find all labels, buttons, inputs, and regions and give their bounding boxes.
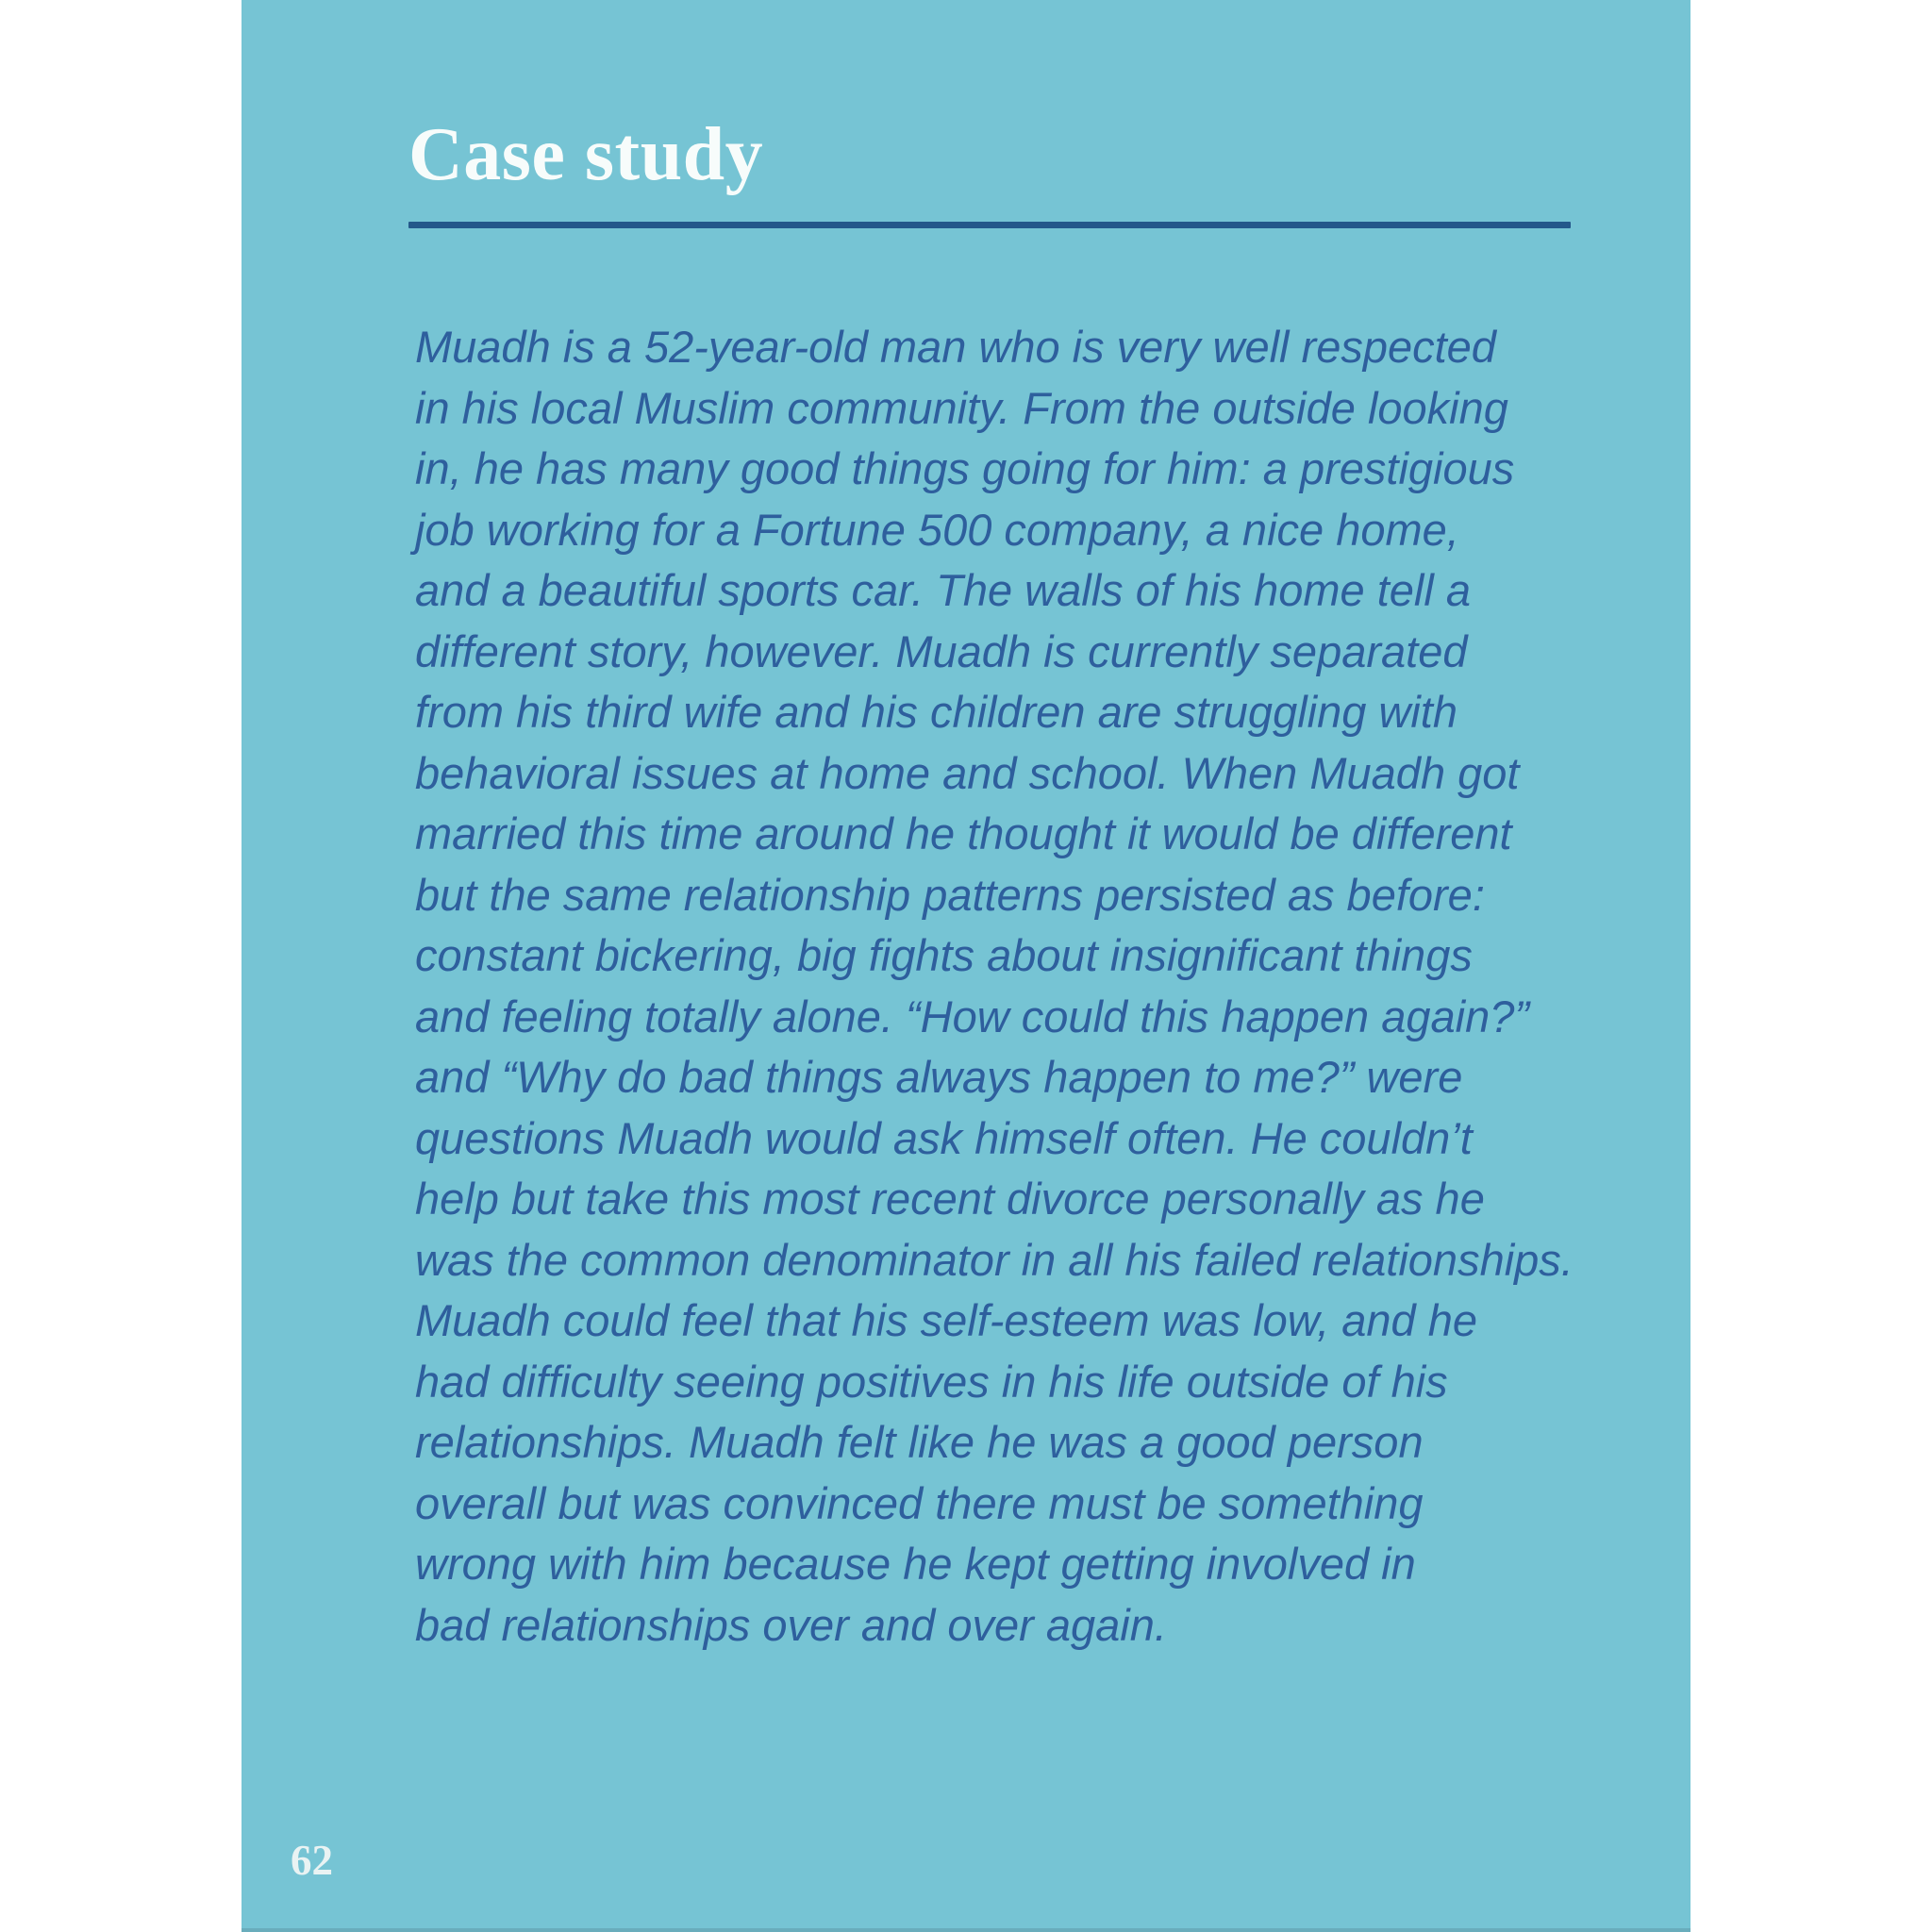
- body-text-line: job working for a Fortune 500 company, a nice home,: [415, 504, 1459, 555]
- body-text-line: wrong with him because he kept getting involved in: [415, 1539, 1416, 1589]
- body-text-line: in his local Muslim community. From the outside looking: [415, 382, 1508, 433]
- body-text-line: was the common denominator in all his failed relationships.: [415, 1234, 1574, 1285]
- body-text-line: but the same relationship patterns persisted as before:: [415, 869, 1485, 920]
- title-underline-rule: [408, 222, 1571, 228]
- body-text-line: from his third wife and his children are struggling with: [415, 687, 1458, 737]
- body-text-line: and a beautiful sports car. The walls of his home tell a: [415, 565, 1472, 615]
- body-text-line: Muadh is a 52-year-old man who is very well respected: [415, 322, 1496, 372]
- body-text-line: help but take this most recent divorce personally as he: [415, 1174, 1485, 1224]
- body-text-line: bad relationships over and over again.: [415, 1599, 1167, 1650]
- body-text-line: Muadh could feel that his self-esteem was low, and he: [415, 1295, 1478, 1345]
- body-text-line: questions Muadh would ask himself often. He couldn’t: [415, 1112, 1473, 1163]
- body-text-line: had difficulty seeing positives in his life outside of his: [415, 1356, 1448, 1407]
- body-text-line: constant bickering, big fights about insignificant things: [415, 930, 1473, 980]
- page-title: Case study: [408, 113, 764, 196]
- case-study-paragraph: [415, 317, 1585, 1656]
- page-number: 62: [291, 1837, 333, 1884]
- page-bottom-edge-shadow: [242, 1928, 1690, 1932]
- body-text-line: and “Why do bad things always happen to me?” were: [415, 1052, 1463, 1102]
- body-text-line: in, he has many good things going for him: a prestigious: [415, 443, 1515, 493]
- book-page: [242, 0, 1690, 1932]
- body-text-line: overall but was convinced there must be something: [415, 1477, 1424, 1528]
- body-text-line: behavioral issues at home and school. When Muadh got: [415, 747, 1520, 798]
- body-text-line: and feeling totally alone. “How could this happen again?”: [415, 991, 1530, 1041]
- body-text-line: different story, however. Muadh is currently separated: [415, 625, 1468, 676]
- body-text-line: relationships. Muadh felt like he was a good person: [415, 1417, 1424, 1467]
- body-text-line: married this time around he thought it would be different: [415, 808, 1512, 858]
